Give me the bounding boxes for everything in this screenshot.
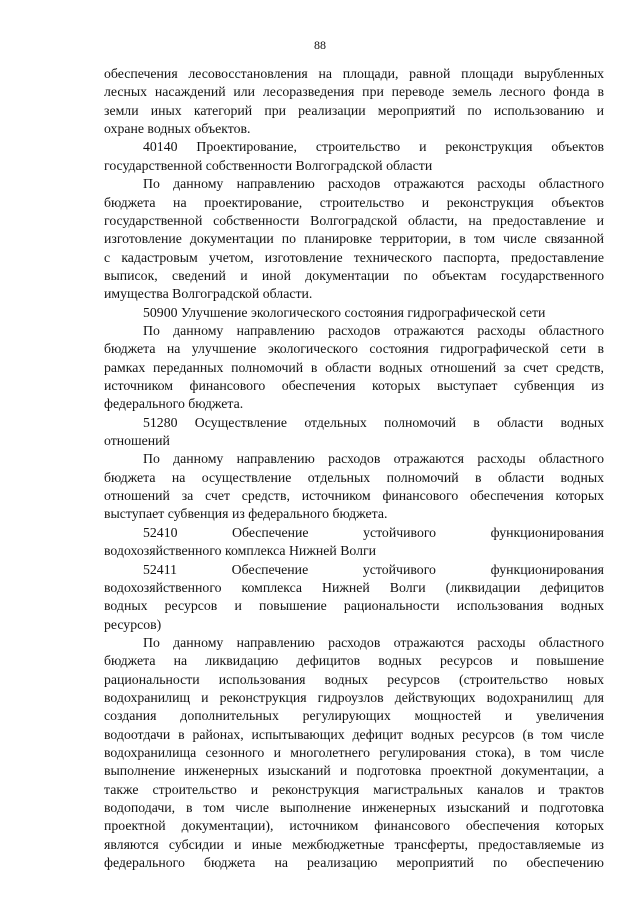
text-line: изготовление документации по планировке территории, в том числе связанной — [104, 231, 604, 247]
text-line: бюджета на улучшение экологического состояния гидрографической сети в — [104, 341, 604, 357]
text-line: 51280 Осуществление отдельных полномочий в области водных — [143, 414, 604, 430]
text-line: с кадастровым учетом, изготовление технического паспорта, предоставление — [104, 249, 604, 265]
text-line: федерального бюджета на реализацию мероприятий по обеспечению — [104, 855, 604, 871]
text-line: бюджета на осуществление отдельных полномочий в области водных — [104, 469, 604, 485]
text-line: По данному направлению расходов отражаются расходы областного — [143, 176, 604, 192]
text-line: выступает субвенция из федерального бюджета. — [104, 506, 388, 522]
text-line: выполнение инженерных изысканий и подготовка проектной документации, а — [104, 763, 604, 779]
text-line: также строительство и реконструкция магистральных каналов и трактов — [104, 781, 604, 797]
text-line: По данному направлению расходов отражаются расходы областного — [143, 451, 604, 467]
text-line: государственной собственности Волгоградской области, на предоставление и — [104, 212, 604, 228]
text-line: По данному направлению расходов отражаются расходы областного — [143, 634, 604, 650]
text-line: являются субсидии и иные межбюджетные трансферты, предоставляемые из — [104, 836, 604, 852]
text-line: отношений за счет средств, источником финансового обеспечения которых — [104, 488, 604, 504]
text-line: рациональности использования водных ресурсов (строительство новых — [104, 671, 604, 687]
text-line: выписок, сведений и иной документации по объектам государственного — [104, 267, 604, 283]
text-line: 52410 Обеспечение устойчивого функционирования — [143, 524, 604, 540]
text-line: ресурсов) — [104, 616, 162, 632]
text-line: отношений — [104, 433, 170, 448]
text-line: создания дополнительных регулирующих мощностей и увеличения — [104, 708, 604, 724]
page-number: 88 — [314, 38, 326, 52]
text-line: лесных насаждений или лесоразведения при переводе земель лесного фонда в — [104, 84, 604, 100]
text-line: имущества Волгоградской области. — [104, 286, 313, 302]
text-line: земли иных категорий при реализации мероприятий по использованию и — [104, 102, 604, 118]
text-line: водохранилища сезонного и многолетнего регулирования стока), в том числе — [104, 745, 604, 760]
text-line: По данному направлению расходов отражаются расходы областного — [143, 322, 604, 338]
text-line: бюджета на проектирование, строительство и реконструкция объектов — [104, 194, 604, 210]
text-line: 52411 Обеспечение устойчивого функционирования — [143, 561, 604, 577]
text-line: 50900 Улучшение экологического состояния гидрографической сети — [143, 304, 546, 320]
text-line: источником финансового обеспечения которых выступает субвенция из — [104, 378, 604, 393]
text-line: обеспечения лесовосстановления на площади, равной площади вырубленных — [104, 66, 604, 81]
text-line: водохозяйственного комплекса Нижней Волги — [104, 543, 377, 559]
text-line: водохранилищ и реконструкция гидроузлов действующих водохранилищ для — [104, 689, 604, 705]
text-line: рамках переданных полномочий в области водных отношений за счет средств, — [104, 359, 604, 375]
text-line: водоотдачи в районах, испытывающих дефицит водных ресурсов (в том числе — [104, 726, 604, 742]
text-line: водных ресурсов и повышение рациональности использования водных — [104, 598, 604, 614]
text-line: проектной документации), источником финансового обеспечения которых — [104, 818, 604, 834]
text-line: бюджета на ликвидацию дефицитов водных ресурсов и повышение — [104, 653, 604, 669]
text-line: охране водных объектов. — [104, 121, 251, 137]
text-line: водохозяйственного комплекса Нижней Волги (ликвидации дефицитов — [104, 579, 604, 595]
text-line: водоподачи, в том числе выполнение инженерных изысканий и подготовка — [104, 800, 604, 815]
text-line: федерального бюджета. — [104, 396, 244, 412]
text-line: государственной собственности Волгоградской области — [104, 157, 433, 173]
text-line: 40140 Проектирование, строительство и реконструкция объектов — [143, 139, 604, 155]
